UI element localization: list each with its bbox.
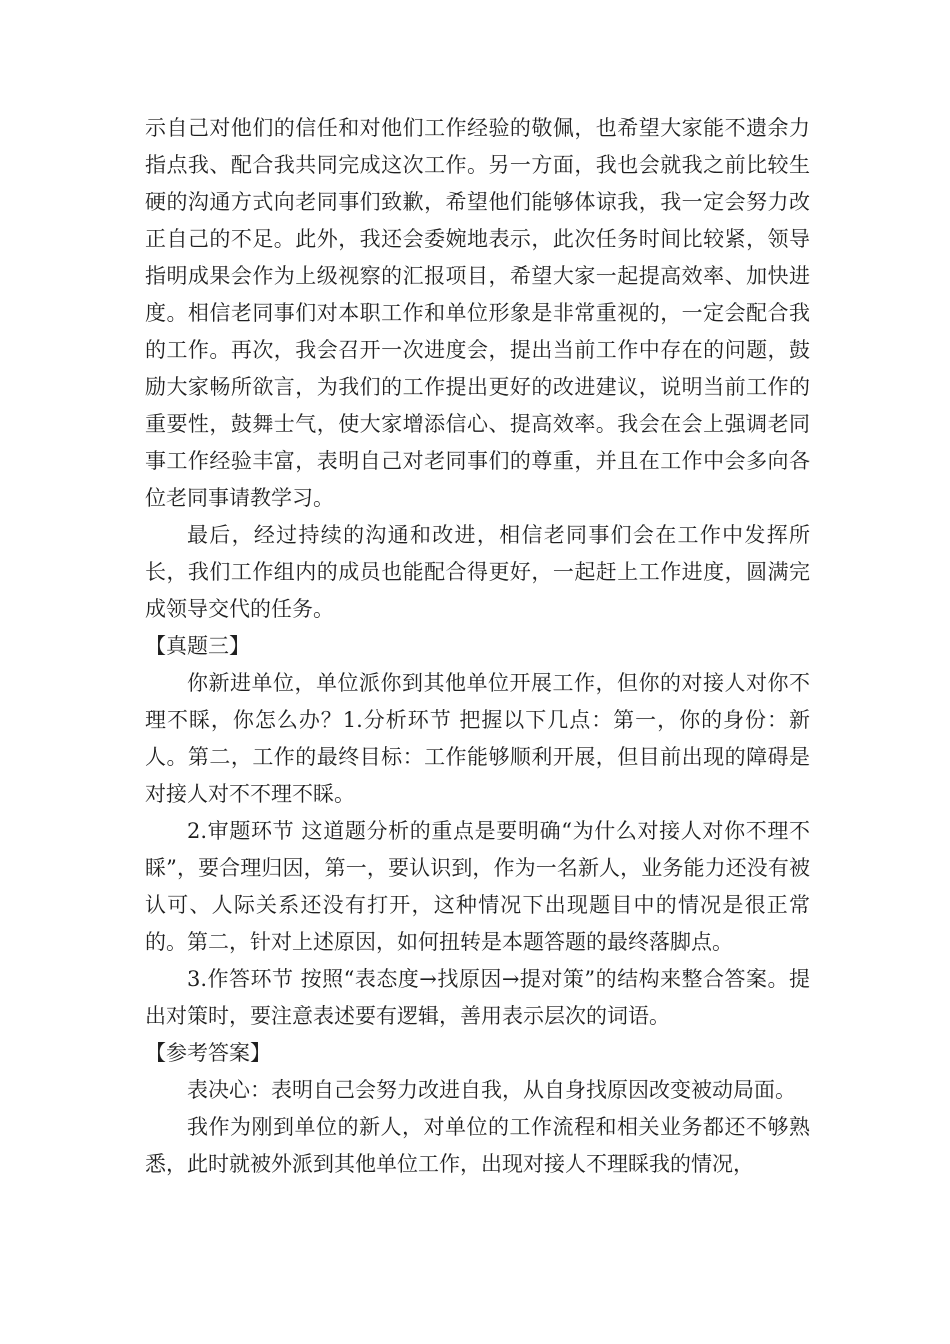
paragraph-answer-body: 我作为刚到单位的新人，对单位的工作流程和相关业务都还不够熟悉，此时就被外派到其他单位工作，出现对接人不理睬我的情况， [145,1115,810,1176]
paragraph-conclusion: 最后，经过持续的沟通和改进，相信老同事们会在工作中发挥所长，我们工作组内的成员也能配合得更好，一起赶上工作进度，圆满完成领导交代的任务。 [145,523,810,621]
paragraph-question-analysis: 你新进单位，单位派你到其他单位开展工作，但你的对接人对你不理不睬，你怎么办？1.分析环节 把握以下几点：第一，你的身份：新人。第二，工作的最终目标：工作能够顺利开展，但目前出现的障碍是对接人对不不理不睬。 [145,671,810,806]
paragraph-answer-step: 3.作答环节 按照“表态度→找原因→提对策”的结构来整合答案。提出对策时，要注意表述要有逻辑，善用表示层次的词语。 [145,967,810,1028]
paragraph-review-step: 2.审题环节 这道题分析的重点是要明确“为什么对接人对你不理不睬”，要合理归因，第一，要认识到，作为一名新人，业务能力还没有被认可、人际关系还没有打开，这种情况下出现题目中的情况是很正常的。第二，针对上述原因，如何扭转是本题答题的最终落脚点。 [145,819,810,954]
document-body [145,110,810,1183]
section-heading-reference-answer: 【参考答案】 [145,1041,271,1065]
section-heading-question-three: 【真题三】 [145,634,250,658]
paragraph-continuation: 示自己对他们的信任和对他们工作经验的敬佩，也希望大家能不遗余力指点我、配合我共同完成这次工作。另一方面，我也会就我之前比较生硬的沟通方式向老同事们致歉，希望他们能够体谅我，我一定会努力改正自己的不足。此外，我还会委婉地表示，此次任务时间比较紧，领导指明成果会作为上级视察的汇报项目，希望大家一起提高效率、加快进度。相信老同事们对本职工作和单位形象是非常重视的，一定会配合我的工作。再次，我会召开一次进度会，提出当前工作中存在的问题，鼓励大家畅所欲言，为我们的工作提出更好的改进建议，说明当前工作的重要性，鼓舞士气，使大家增添信心、提高效率。我会在会上强调老同事工作经验丰富，表明自己对老同事们的尊重，并且在工作中会多向各位老同事请教学习。 [145,116,810,510]
paragraph-resolve: 表决心：表明自己会努力改进自我，从自身找原因改变被动局面。 [187,1078,796,1102]
